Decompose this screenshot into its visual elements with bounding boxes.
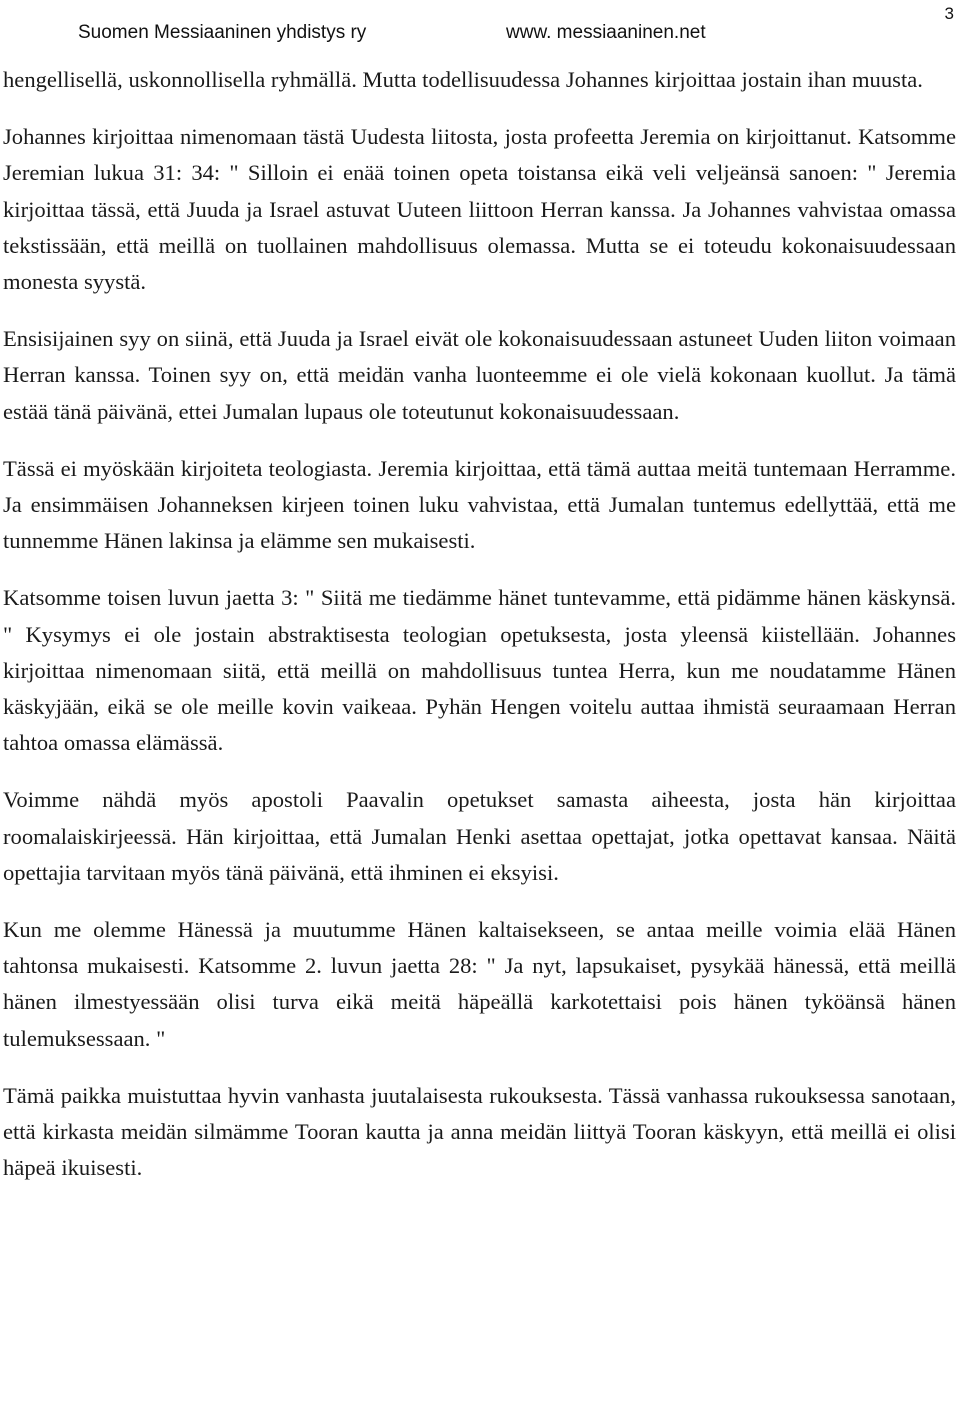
paragraph: Voimme nähdä myös apostoli Paavalin opetukset samasta aiheesta, josta hän kirjoittaa roomalaiskirjeessä. Hän kirjoittaa, että Jumalan Henki asettaa opettajat, jotka opettavat kansaa. Näitä opettajia tarvitaan myös tänä päivänä, että ihminen ei eksyisi. — [3, 787, 956, 885]
paragraph: hengellisellä, uskonnollisella ryhmällä. Mutta todellisuudessa Johannes kirjoittaa jostain ihan muusta. — [3, 67, 923, 92]
paragraph: Kun me olemme Hänessä ja muutumme Hänen kaltaisekseen, se antaa meille voimia elää Hänen tahtonsa mukaisesti. Katsomme 2. luvun jaetta 28: " Ja nyt, lapsukaiset, pysykää hänessä, että meillä hänen ilmestyessään olisi turva eikä meitä häpeällä karkotettaisi pois hänen tyköänsä hänen tulemuksessaan. " — [3, 917, 956, 1051]
paragraph: Katsomme toisen luvun jaetta 3: " Siitä me tiedämme hänet tuntevamme, että pidämme hänen käskynsä. " Kysymys ei ole jostain abstraktisesta teologian opetuksesta, josta yleensä kiistellään. Johannes kirjoittaa nimenomaan siitä, että meillä on mahdollisuus tuntea Herra, kun me noudatamme Hänen käskyjään, eikä se ole meille kovin vaikeaa. Pyhän Hengen voitelu auttaa ihmistä seuraamaan Herran tahtoa omassa elämässä. — [3, 585, 956, 756]
page-number: 3 — [944, 4, 954, 23]
paragraph: Johannes kirjoittaa nimenomaan tästä Uudesta liitosta, josta profeetta Jeremia on kirjoittanut. Katsomme Jeremian lukua 31: 34: " Silloin ei enää toinen opeta toistansa eikä veli veljeänsä sanoen: " Jeremia kirjoittaa tässä, että Juuda ja Israel astuvat Uuteen liittoon Herran kanssa. Ja Johannes vahvistaa omassa tekstissään, että meillä on tuollainen mahdollisuus olemassa. Mutta se ei toteudu kokonaisuudessaan monesta syystä. — [3, 124, 956, 295]
paragraph: Ensisijainen syy on siinä, että Juuda ja Israel eivät ole kokonaisuudessaan astuneet Uuden liiton voimaan Herran kanssa. Toinen syy on, että meidän vanha luonteemme ei ole vielä kokonaan kuollut. Ja tämä estää tänä päivänä, ettei Jumalan lupaus ole toteutunut kokonaisuudessaan. — [3, 326, 956, 424]
paragraph: Tässä ei myöskään kirjoiteta teologiasta. Jeremia kirjoittaa, että tämä auttaa meitä tuntemaan Herramme. Ja ensimmäisen Johanneksen kirjeen toinen luku vahvistaa, että Jumalan tuntemus edellyttää, että me tunnemme Hänen lakinsa ja elämme sen mukaisesti. — [3, 455, 956, 554]
page-header — [0, 4, 960, 50]
document-body — [3, 62, 956, 1207]
website-address: www. messiaaninen.net — [506, 22, 706, 43]
organization-name: Suomen Messiaaninen yhdistys ry — [78, 22, 367, 43]
paragraph: Tämä paikka muistuttaa hyvin vanhasta juutalaisesta rukouksesta. Tässä vanhassa rukouksessa sanotaan, että kirkasta meidän silmämme Tooran kautta ja anna meidän liittyä Tooran käskyyn, että meillä ei olisi häpeä ikuisesti. — [3, 1082, 956, 1181]
